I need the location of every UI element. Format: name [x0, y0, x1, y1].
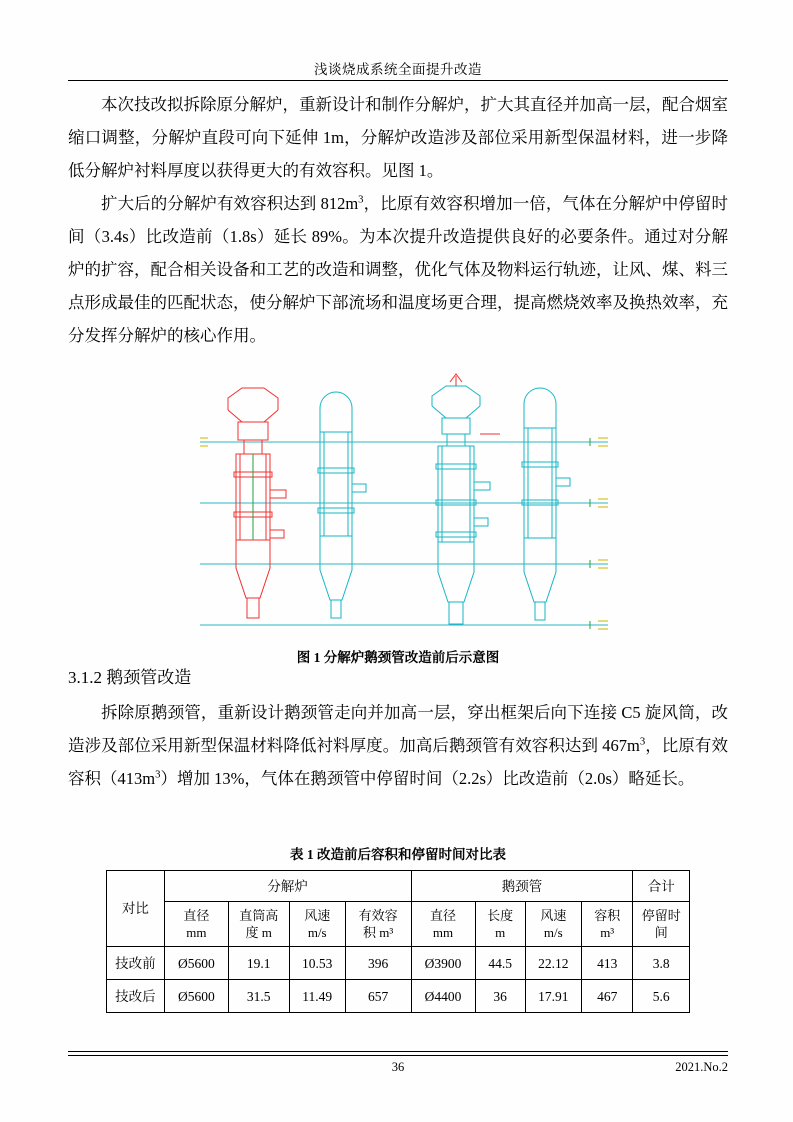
figure-1-drawing: [194, 372, 614, 644]
preheater-tower-schematic-svg: [194, 372, 614, 644]
paragraph-1: 本次技改拟拆除原分解炉，重新设计和制作分解炉，扩大其直径并加高一层，配合烟室缩口调整，分解炉直段可向下延伸 1m，分解炉改造涉及部位采用新型保温材料，进一步降低分解炉衬料厚度以获得更大的有效容积。见图 1。: [68, 95, 728, 180]
paragraph-2-superscript: 3: [358, 193, 364, 206]
footer-divider-thick: [68, 1051, 728, 1052]
row-label-before: 技改前: [107, 947, 165, 980]
col-unit: m/s: [543, 925, 563, 940]
col-name: 长度: [487, 908, 514, 923]
paragraph-3-superscript-1: 3: [639, 735, 646, 748]
body-text-block-1: [68, 88, 728, 352]
col-unit: m: [495, 925, 506, 940]
footer-page-number: 36: [391, 1060, 405, 1074]
cell-before-gooseneck-diameter: Ø3900: [411, 947, 475, 980]
table-col-gooseneck-length: [475, 902, 525, 947]
cell-before-furnace-volume: 396: [345, 947, 411, 980]
cell-before-furnace-windspeed: 10.53: [289, 947, 345, 980]
table-col-furnace-diameter: [164, 902, 228, 947]
table-group-header-row: [107, 871, 690, 902]
cell-after-furnace-height: 31.5: [228, 980, 289, 1013]
running-header: [68, 58, 728, 79]
paragraph-2: [68, 187, 728, 352]
table-col-furnace-windspeed: [289, 902, 345, 947]
col-unit: mm: [432, 925, 454, 940]
table-col-total-residence-time: [633, 902, 690, 947]
table-col-furnace-volume: [345, 902, 411, 947]
col-name: 直径: [183, 908, 210, 923]
paragraph-3-part-mid: ，比原有效容积（413m: [68, 736, 728, 788]
col-name: 风速: [540, 908, 567, 923]
table-corner-label: 对比: [107, 871, 165, 947]
cell-before-furnace-height: 19.1: [228, 947, 289, 980]
col-unit: m/s: [307, 925, 327, 940]
table-column-header-row: [107, 902, 690, 947]
table-col-gooseneck-windspeed: [525, 902, 581, 947]
figure-1-caption: 图 1 分解炉鹅颈管改造前后示意图: [296, 650, 500, 665]
col-unit: 积 m³: [363, 925, 394, 940]
table-row: [107, 980, 690, 1013]
cell-after-furnace-windspeed: 11.49: [289, 980, 345, 1013]
col-name: 有效容: [358, 908, 398, 923]
table-col-gooseneck-volume: [581, 902, 633, 947]
paragraph-2-part-b: ，比原有效容积增加一倍，气体在分解炉中停留时间（3.4s）比改造前（1.8s）延长 89%。为本次提升改造提供良好的必要条件。通过对分解炉的扩容，配合相关设备和工艺的改造和调整，优化气体及物料运行轨迹，让风、煤、料三点形成最佳的匹配状态，使分解炉下部流场和温度场更合理，提高燃烧效率及换热效率，充分发挥分解炉的核心作用。: [68, 194, 728, 345]
table-group-header-gooseneck: 鹅颈管: [411, 871, 633, 902]
col-name: 容积: [594, 908, 621, 923]
cell-after-total-time: 5.6: [633, 980, 690, 1013]
cell-before-gooseneck-volume: 413: [581, 947, 633, 980]
table-row: [107, 947, 690, 980]
paragraph-2-part-a: 扩大后的分解炉有效容积达到 812m: [101, 194, 359, 213]
table-group-header-total: 合计: [633, 871, 690, 902]
table-col-gooseneck-diameter: [411, 902, 475, 947]
col-name: 风速: [304, 908, 331, 923]
table-1-title: 表 1 改造前后容积和停留时间对比表: [290, 847, 506, 862]
figure-1-block: [68, 372, 728, 665]
paragraph-3-superscript-2: 3: [155, 768, 161, 781]
col-unit: mm: [186, 925, 207, 940]
row-label-after: 技改后: [107, 980, 165, 1013]
col-unit: 间: [654, 925, 668, 940]
cell-before-total-time: 3.8: [633, 947, 690, 980]
paragraph-3-part-a: 拆除原鹅颈管，重新设计鹅颈管走向并加高一层，穿出框架后向下连接 C5 旋风筒，改造涉及部位采用新型保温材料降低衬料厚度。加高后鹅颈管有效容积达到 467m: [68, 703, 728, 755]
paragraph-3: [68, 696, 728, 795]
footer-divider-thin: [68, 1055, 728, 1056]
paragraph-3-part-b: ）增加 13%，气体在鹅颈管中停留时间（2.2s）比改造前（2.0s）略延长。: [160, 769, 695, 788]
cell-after-gooseneck-length: 36: [475, 980, 525, 1013]
cell-after-furnace-diameter: Ø5600: [164, 980, 228, 1013]
table-group-header-furnace: 分解炉: [164, 871, 411, 902]
cell-before-furnace-diameter: Ø5600: [164, 947, 228, 980]
col-unit: m³: [600, 925, 615, 940]
col-name: 直筒高: [239, 908, 279, 923]
cell-after-gooseneck-diameter: Ø4400: [411, 980, 475, 1013]
col-unit: 度 m: [245, 925, 272, 940]
header-divider: [68, 80, 728, 81]
cell-before-gooseneck-windspeed: 22.12: [525, 947, 581, 980]
cell-before-gooseneck-length: 44.5: [475, 947, 525, 980]
cell-after-furnace-volume: 657: [345, 980, 411, 1013]
cell-after-gooseneck-windspeed: 17.91: [525, 980, 581, 1013]
table-col-furnace-height: [228, 902, 289, 947]
table-1-comparison: [106, 870, 690, 1013]
col-name: 停留时: [641, 908, 681, 923]
col-name: 直径: [430, 908, 457, 923]
footer-issue-label: 2021.No.2: [675, 1060, 728, 1074]
running-header-title: 浅谈烧成系统全面提升改造: [314, 62, 482, 77]
section-heading-3-1-2: 3.1.2 鹅颈管改造: [68, 668, 192, 687]
page-content-area: [68, 0, 728, 1122]
body-text-block-2: [68, 696, 728, 795]
cell-after-gooseneck-volume: 467: [581, 980, 633, 1013]
